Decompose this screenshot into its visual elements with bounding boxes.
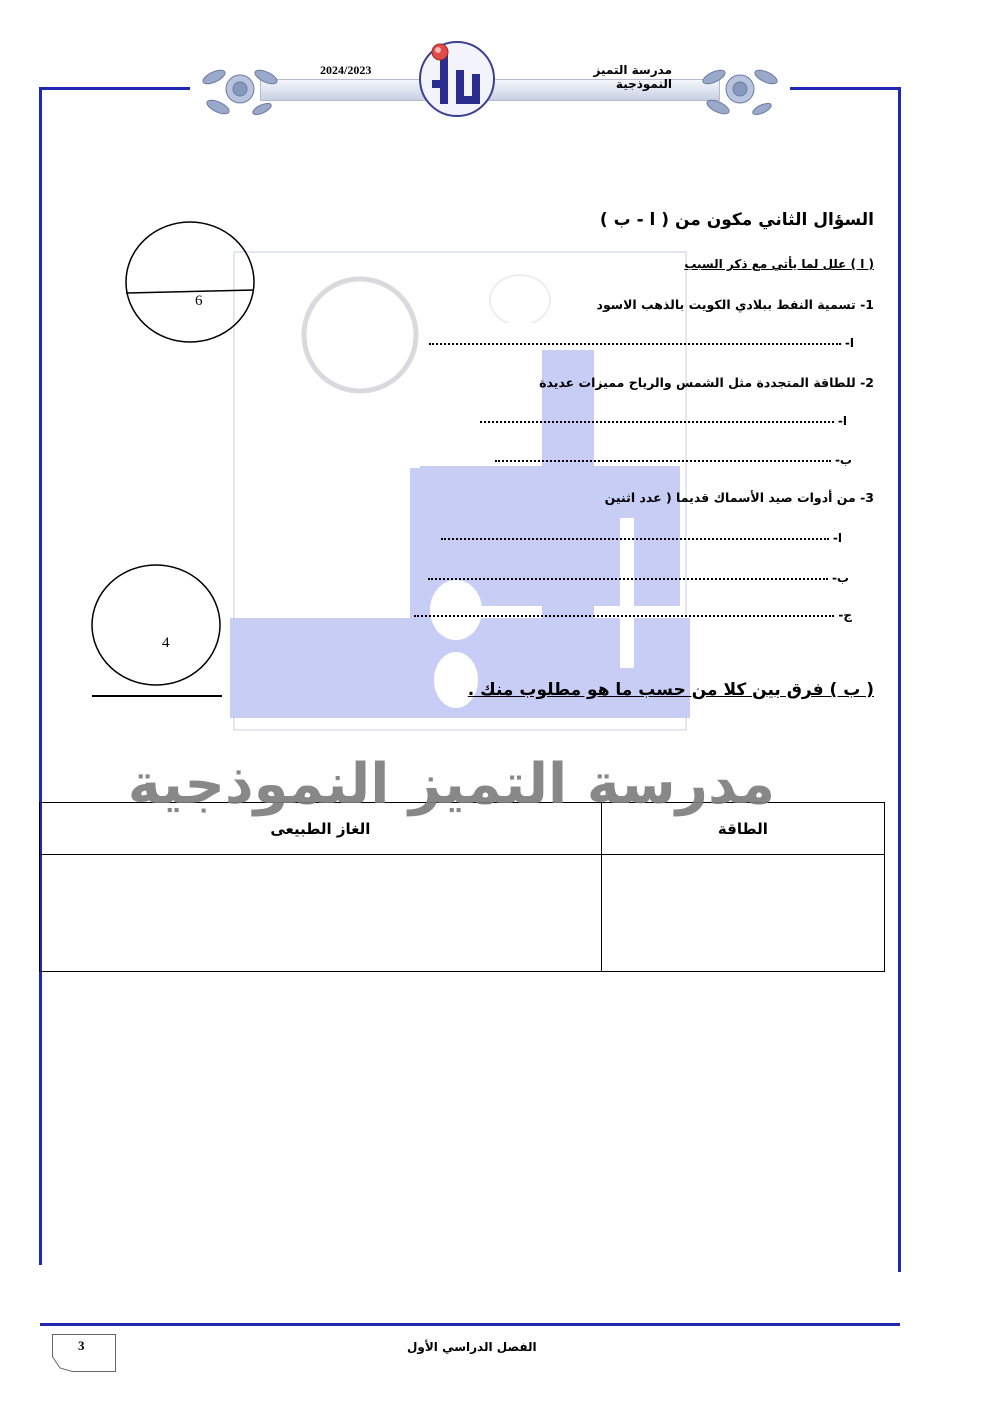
frame-right (898, 87, 901, 1272)
answer-cell-energy[interactable] (601, 855, 884, 972)
page-fold-icon (52, 1356, 74, 1372)
part-a-label: ( ا ) علل لما يأتي مع ذكر السبب (684, 257, 874, 271)
question-title: السؤال الثاني مكون من ( ا - ب ) (599, 210, 874, 230)
school-name-watermark: مدرسة التميز النموذجية (127, 752, 775, 817)
school-logo (418, 40, 496, 118)
item-3-answer-a[interactable] (441, 531, 842, 545)
item-2-answer-a[interactable] (480, 414, 847, 428)
answer-label: ا- (832, 531, 842, 545)
part-b-label: ( ب ) فرق بين كلا من حسب ما هو مطلوب منك . (467, 680, 874, 700)
answer-label: ا- (844, 336, 854, 350)
item-3-text: 3- من أدوات صيد الأسماك قديما ( عدد اثنين (604, 490, 874, 505)
answer-dots (441, 538, 829, 540)
answer-label: ج- (838, 608, 852, 622)
score-top: 6 (195, 293, 203, 309)
footer-term: الفصل الدراسي الأول (407, 1340, 537, 1354)
frame-left (39, 87, 42, 1265)
answer-label: ب- (834, 453, 852, 467)
page-number: 3 (78, 1338, 85, 1353)
header-energy: الطاقة (601, 803, 884, 855)
header-natural-gas: الغاز الطبيعى (40, 803, 602, 855)
score-circle-top (122, 218, 258, 346)
answer-label: ا- (837, 414, 847, 428)
item-2-text: 2- للطاقة المتجددة مثل الشمس والرياح مميزات عديدة (539, 375, 874, 390)
answer-dots (428, 578, 828, 580)
school-name: مدرسة التميز النموذجية (593, 63, 672, 91)
frame-top-right (790, 87, 900, 90)
answer-cell-natural-gas[interactable] (40, 855, 602, 972)
answer-label: ب- (831, 571, 849, 585)
school-year: 2024/2023 (320, 63, 372, 77)
item-3-answer-b[interactable] (428, 571, 849, 585)
answer-dots (480, 421, 834, 423)
flower-left-icon (200, 55, 280, 123)
score-bottom: 4 (162, 635, 170, 651)
score-underline (92, 695, 222, 697)
item-3-answer-c[interactable] (414, 608, 852, 622)
frame-bottom (40, 1323, 900, 1326)
answer-dots (495, 460, 831, 462)
frame-top-left (40, 87, 190, 90)
flower-right-icon (700, 55, 780, 123)
score-circle-bottom (89, 562, 223, 688)
answer-dots (414, 615, 834, 617)
answer-dots (429, 343, 841, 345)
item-2-answer-b[interactable] (495, 453, 852, 467)
item-1-text: 1- تسمية النفط ببلادي الكويت بالذهب الاسود (596, 297, 874, 312)
item-1-answer-a[interactable] (429, 336, 854, 350)
table-answer-row (40, 855, 885, 972)
